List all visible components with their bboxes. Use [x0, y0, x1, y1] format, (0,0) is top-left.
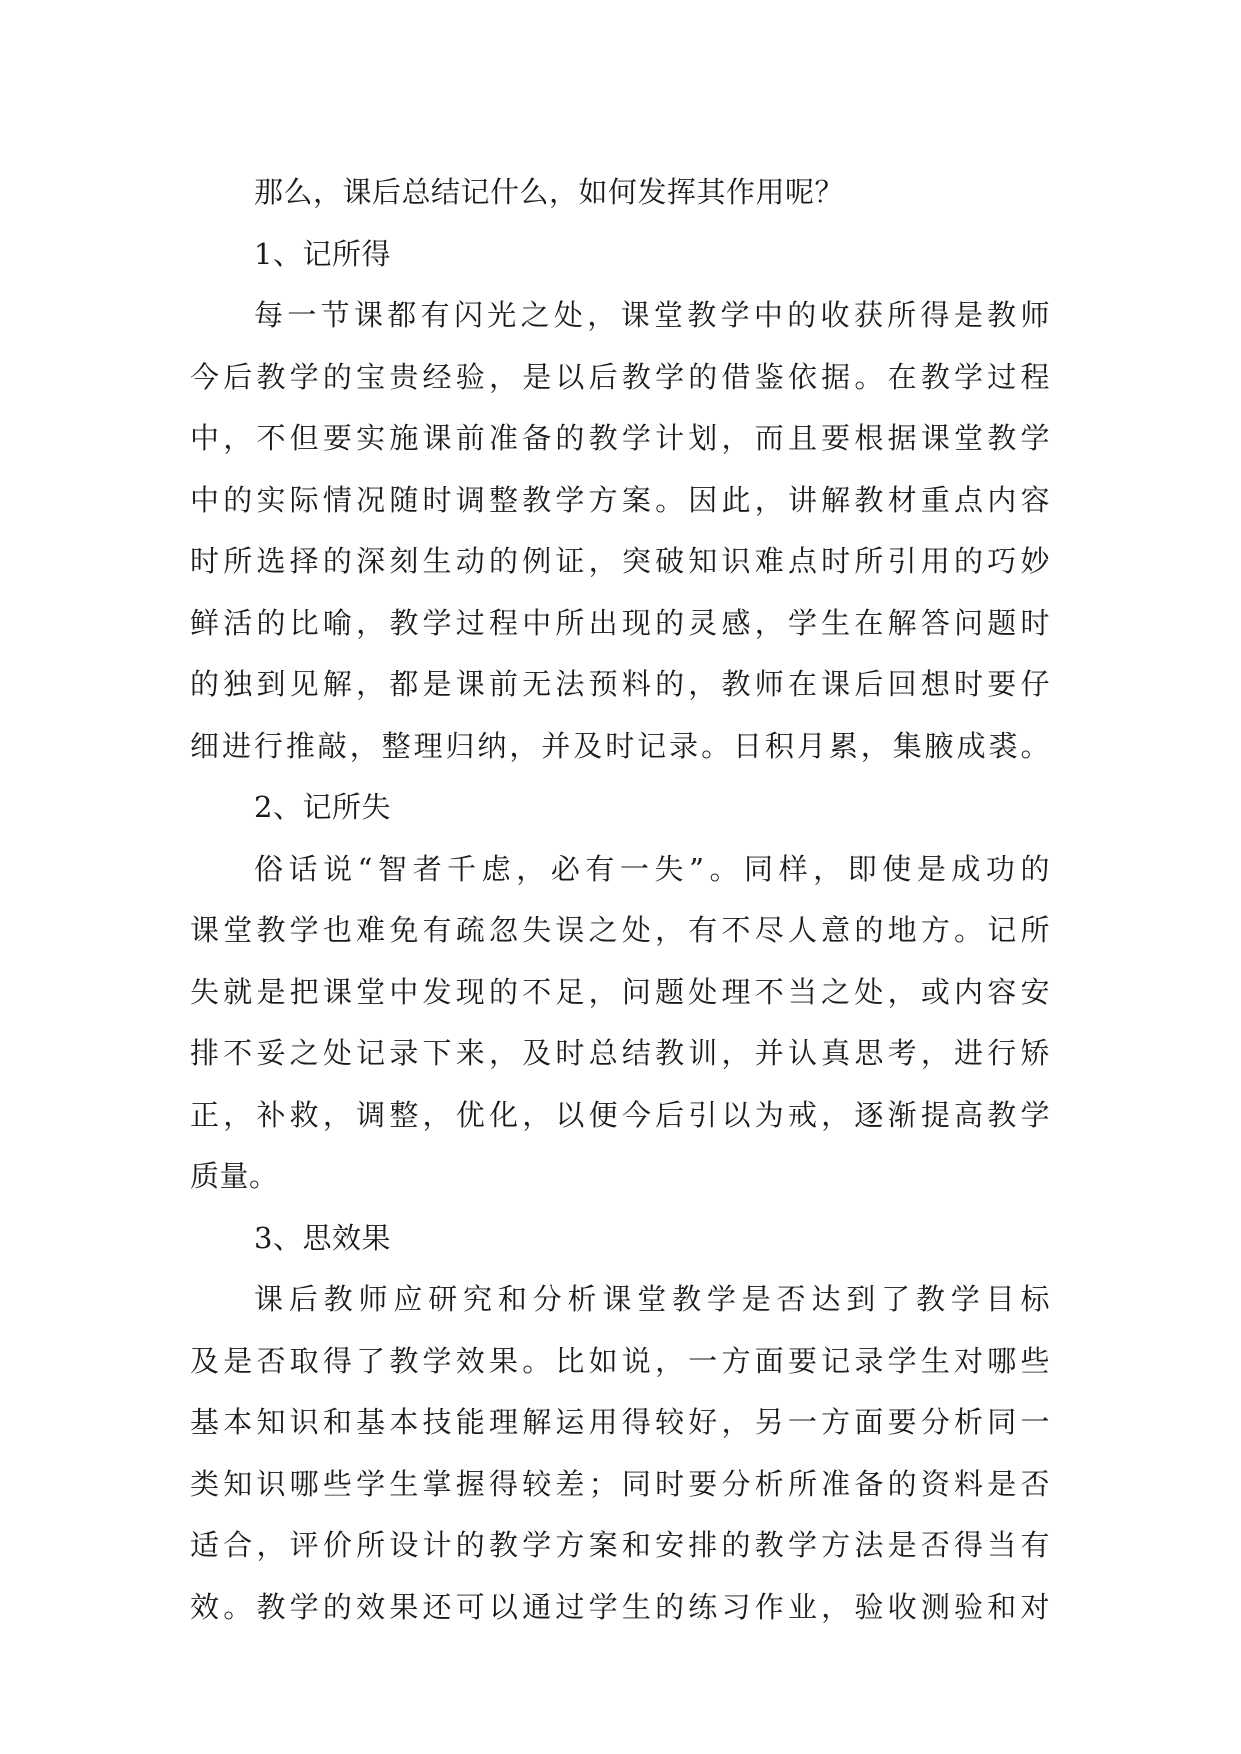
text-line: 时所选择的深刻生动的例证，突破知识难点时所引用的巧妙 [190, 544, 1050, 578]
text-line: 中，不但要实施课前准备的教学计划，而且要根据课堂教学 [190, 421, 1050, 455]
text-line: 那么，课后总结记什么，如何发挥其作用呢？ [254, 175, 845, 209]
text-line: 基本知识和基本技能理解运用得较好，另一方面要分析同一 [190, 1405, 1050, 1439]
text-line: 正，补救，调整，优化，以便今后引以为戒，逐渐提高教学 [190, 1097, 1050, 1132]
text-line: 细进行推敲，整理归纳，并及时记录。日积月累，集腋成裘。 [190, 728, 1050, 763]
text-line: 每一节课都有闪光之处，课堂教学中的收获所得是教师 [254, 298, 1050, 332]
text-line: 今后教学的宝贵经验，是以后教学的借鉴依据。在教学过程 [190, 359, 1050, 394]
text-line: 的独到见解，都是课前无法预料的，教师在课后回想时要仔 [190, 667, 1050, 701]
text-line: 失就是把课堂中发现的不足，问题处理不当之处，或内容安 [190, 974, 1050, 1009]
text-line: 类知识哪些学生掌握得较差；同时要分析所准备的资料是否 [190, 1466, 1050, 1501]
text-line: 质量。 [190, 1159, 279, 1193]
text-line: 课后教师应研究和分析课堂教学是否达到了教学目标 [254, 1282, 1050, 1316]
text-line: 3、思效果 [254, 1220, 391, 1255]
text-line: 2、记所失 [254, 790, 391, 824]
text-line: 鲜活的比喻，教学过程中所出现的灵感，学生在解答问题时 [190, 605, 1050, 640]
text-line: 及是否取得了教学效果。比如说，一方面要记录学生对哪些 [190, 1343, 1050, 1378]
document-body [190, 162, 1050, 1638]
text-line: 排不妥之处记录下来，及时总结教训，并认真思考，进行矫 [190, 1036, 1050, 1070]
text-line: 俗话说“智者千虑，必有一失”。同样，即使是成功的 [254, 851, 1050, 886]
text-line: 课堂教学也难免有疏忽失误之处，有不尽人意的地方。记所 [190, 913, 1050, 947]
text-line: 1、记所得 [254, 236, 391, 271]
text-line: 效。教学的效果还可以通过学生的练习作业，验收测验和对 [190, 1589, 1050, 1624]
text-line: 适合，评价所设计的教学方案和安排的教学方法是否得当有 [190, 1528, 1050, 1562]
text-line: 中的实际情况随时调整教学方案。因此，讲解教材重点内容 [190, 482, 1050, 517]
